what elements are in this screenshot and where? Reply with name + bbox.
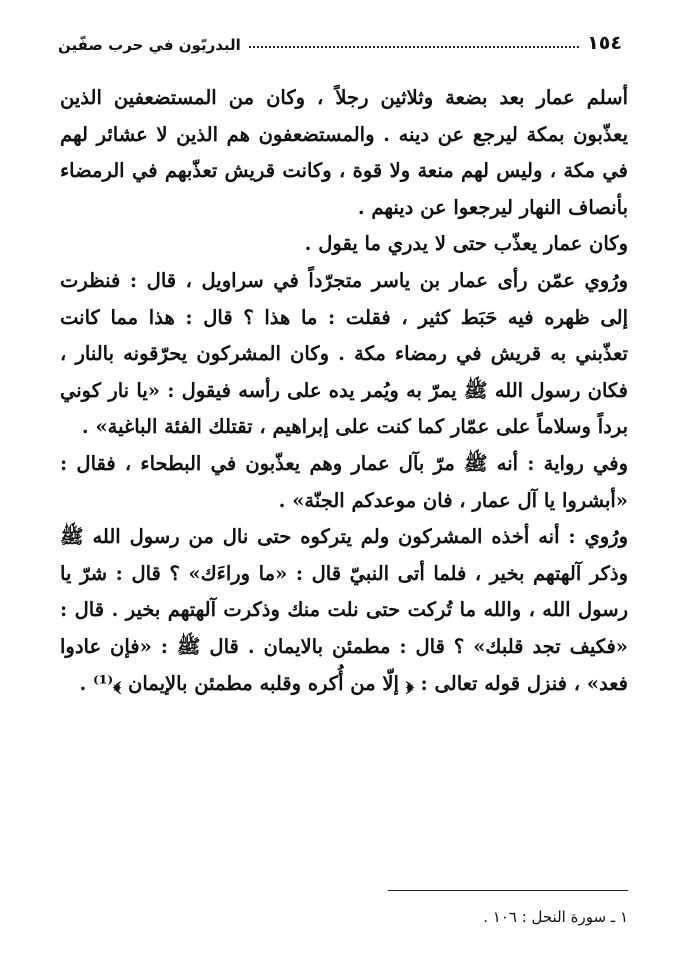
paragraph: ورُوي : أنه أخذه المشركون ولم يتركوه حتى نال من رسول الله ﷺ وذكر آلهتهم بخير ، فلما أتى النبيّ قال : «ما وراءَك» ؟ قال : شرّ يا رسول الله ، والله ما تُركت حتى نلت منك وذكرت آلهتهم بخير . قال : «فكيف تجد قلبك» ؟ قال : مطمئن بالايمان . قال ﷺ : «فإن عادوا فعد» ، فنزل قوله تعالى : ﴿ إلّا من أُكره وقلبه مطمئن بالإيمان ﴾⁽¹⁾ . — [60, 525, 628, 695]
paragraph: وفي رواية : أنه ﷺ مرّ بآل عمار وهم يعذّبون في البطحاء ، فقال : «أبشروا يا آل عمار ، فان موعدكم الجنّة» . — [60, 451, 628, 512]
page-number: ١٥٤ — [587, 32, 622, 54]
main-text — [60, 80, 628, 702]
paragraph: أسلم عمار بعد بضعة وثلاثين رجلاً ، وكان من المستضعفين الذين يعذّبون بمكة ليرجع عن دينه . والمستضعفون هم الذين لا عشائر لهم في مكة ، وليس لهم منعة ولا قوة ، وكانت قريش تعذّبهم في الرمضاء بأنصاف النهار ليرجعوا عن دينهم . — [60, 86, 628, 219]
footnote-divider — [388, 890, 628, 891]
header-dot-leader — [249, 45, 579, 48]
running-title: البدريّون في حرب صفّين — [58, 36, 241, 54]
footnote: ١ ـ سورة النحل : ١٠٦ . — [483, 908, 628, 926]
paragraph: ورُوي عمّن رأى عمار بن ياسر متجرّداً في سراويل ، قال : فنظرت إلى ظهره فيه حَبَط كثير ، فقلت : ما هذا ؟ قال : هذا مما كانت تعذّبني به قريش في رمضاء مكة . وكان المشركون يحرّقونه بالنار ، فكان رسول الله ﷺ يمرّ به ويُمر يده على رأسه فيقول : «يا نار كوني برداً وسلاماً على عمّار كما كنت على إبراهيم ، تقتلك الفئة الباغية» . — [60, 268, 628, 439]
page-header — [58, 28, 622, 54]
paragraph: وكان عمار يعذّب حتى لا يدري ما يقول . — [304, 232, 628, 256]
